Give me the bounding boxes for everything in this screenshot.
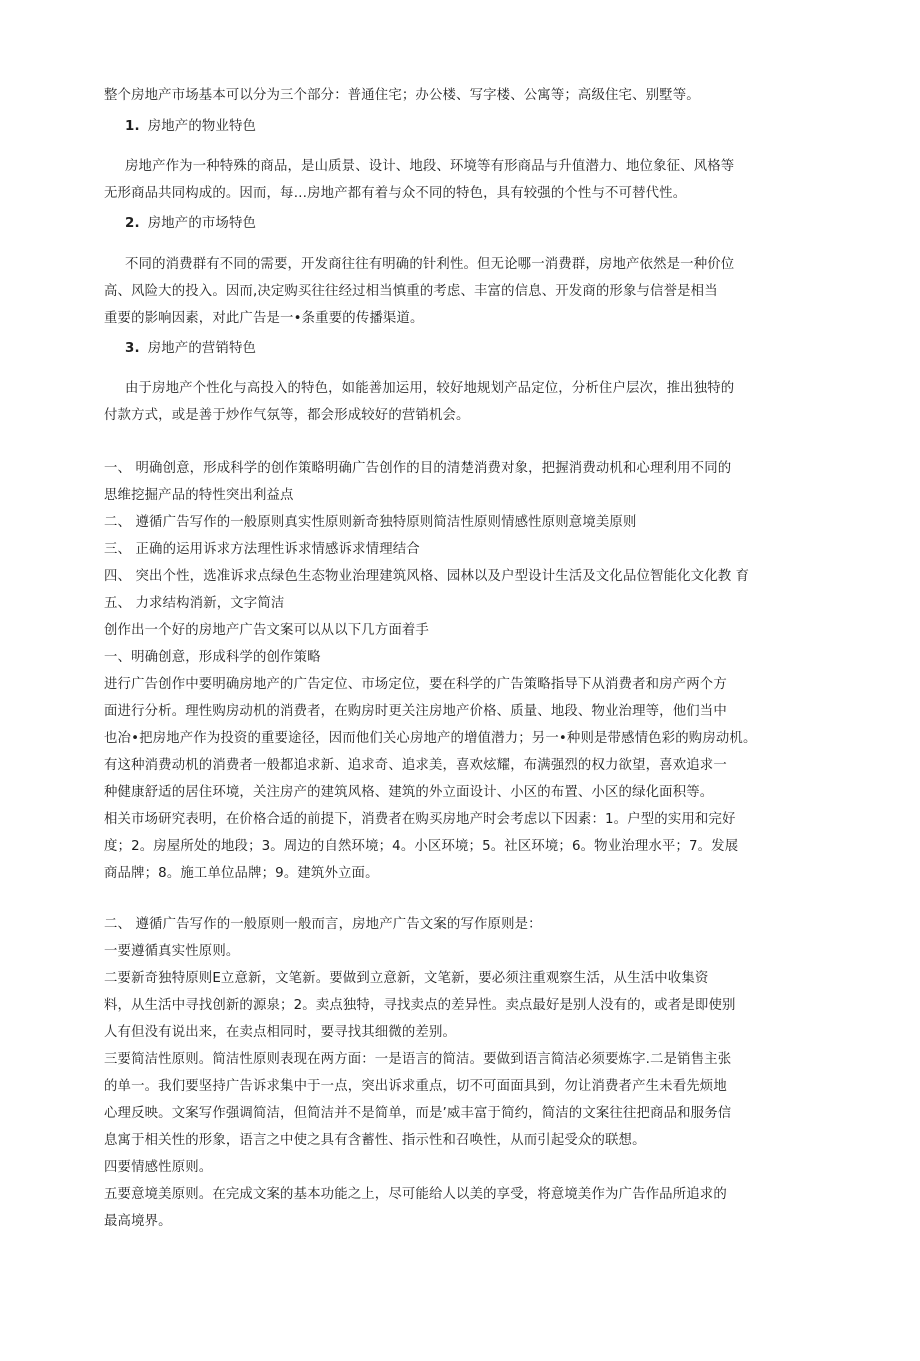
feature-2-title: 房地产的市场特色 [147, 216, 257, 231]
outline-line-2: 思维挖掘产品的特性突出利益点 [104, 488, 294, 503]
section-2-line-5: 三要简洁性原则。简洁性原则表现在两方面：一是语言的简洁。要做到语言简洁必须要炼字.二是销售主张 [104, 1052, 732, 1067]
outline-line-3: 二、 遵循广告写作的一般原则真实性原则新奇独特原则简洁性原则情感性原则意境美原则 [104, 515, 637, 530]
feature-3-title: 房地产的营销特色 [147, 341, 257, 356]
section-2-line-1: 一要遵循真实性原则。 [104, 944, 240, 959]
feature-1-number: 1. [125, 119, 140, 134]
section-1-line-7: 度；2。房屋所处的地段；3。周边的自然环境；4。小区环境；5。社区环境；6。物业治理水平；7。发展 [104, 839, 739, 854]
feature-3-heading [125, 340, 256, 358]
section-1-line-1: 进行广告创作中要明确房地产的广告定位、市场定位，要在科学的广告策略指导下从消费者和房产两个方 [104, 677, 727, 692]
outline-line-4: 三、 正确的运用诉求方法理性诉求情感诉求情理结合 [104, 542, 420, 557]
section-2-line-6: 的单一。我们要坚持广告诉求集中于一点，突出诉求重点，切不可面面具到，勿让消费者产生未看先烦地 [104, 1079, 727, 1094]
feature-1-heading [125, 118, 256, 136]
section-2-heading: 二、 遵循广告写作的一般原则一般而言，房地产广告文案的写作原则是： [104, 917, 542, 932]
section-2-line-3: 料，从生活中寻找创新的源泉；2。卖点独特，寻找卖点的差异性。卖点最好是别人没有的，或者是即使别 [104, 998, 736, 1013]
feature-1-line-2: 无形商品共同构成的。因而，每…房地产都有着与众不同的特色，具有较强的个性与不可替代性。 [104, 186, 687, 201]
section-1-line-2: 面进行分析。理性购房动机的消费者，在购房时更关注房地产价格、质量、地段、物业治理等，他们当中 [104, 704, 727, 719]
feature-1-title: 房地产的物业特色 [147, 119, 257, 134]
feature-3-line-2: 付款方式，或是善于炒作气氛等，都会形成较好的营销机会。 [104, 408, 470, 423]
outline-line-7: 创作出一个好的房地产广告文案可以从以下几方面着手 [104, 623, 429, 638]
section-1-heading: 一、明确创意，形成科学的创作策略 [104, 650, 321, 665]
outline-line-6: 五、 力求结构消新，文字简洁 [104, 596, 285, 611]
section-2-line-4: 人有但没有说出来，在卖点相同时，要寻找其细微的差别。 [104, 1025, 457, 1040]
intro-paragraph: 整个房地产市场基本可以分为三个部分：普通住宅；办公楼、写字楼、公寓等；高级住宅、别墅等。 [104, 88, 700, 103]
section-1-line-6: 相关市场研究表明，在价格合适的前提下，消费者在购买房地产时会考虑以下因素：1。户型的实用和完好 [104, 812, 736, 827]
section-2-line-8: 息寓于相关性的形象，语言之中使之具有含蓄性、指示性和召唤性，从而引起受众的联想。 [104, 1133, 646, 1148]
feature-2-line-1: 不同的消费群有不同的需要，开发商往往有明确的针利性。但无论哪一消费群，房地产依然是一种价位 [125, 257, 735, 272]
feature-2-number: 2. [125, 216, 140, 231]
section-2-line-10: 五要意境美原则。在完成文案的基本功能之上，尽可能给人以美的享受，将意境美作为广告作品所追求的 [104, 1187, 727, 1202]
section-1-line-8: 商品牌；8。施工单位品牌；9。建筑外立面。 [104, 866, 379, 881]
outline-line-5: 四、 突出个性，选准诉求点绿色生态物业治理建筑风格、园林以及户型设计生活及文化品位智能化文化教 育 [104, 569, 750, 584]
section-1-line-5: 种健康舒适的居住环境，关注房产的建筑风格、建筑的外立面设计、小区的布置、小区的绿化面积等。 [104, 785, 714, 800]
section-2-line-2: 二要新奇独特原则E立意新，文笔新。要做到立意新，文笔新，要必须注重观察生活，从生活中收集资 [104, 971, 709, 986]
feature-3-number: 3. [125, 341, 140, 356]
section-2-line-7: 心理反映。文案写作强调简洁，但简洁并不是简单，而是’威丰富于简约，简洁的文案往往把商品和服务信 [104, 1106, 732, 1121]
section-1-line-3: 也冶•把房地产作为投资的重要途径，因而他们关心房地产的增值潜力；另一•种则是带感情色彩的购房动机。 [104, 731, 757, 746]
section-1-line-4: 有这种消费动机的消费者一般都追求新、追求奇、追求美，喜欢炫耀，布满强烈的权力欲望，喜欢追求一 [104, 758, 727, 773]
section-2-line-9: 四要情感性原则。 [104, 1160, 213, 1175]
outline-line-1: 一、 明确创意，形成科学的创作策略明确广告创作的目的清楚消费对象，把握消费动机和心理利用不同的 [104, 461, 732, 476]
feature-2-heading [125, 215, 256, 233]
feature-2-line-3: 重要的影响因素，对此广告是一•条重要的传播渠道。 [104, 311, 424, 326]
section-2-line-11: 最高境界。 [104, 1214, 172, 1229]
feature-1-line-1: 房地产作为一种特殊的商品，是山质景、设计、地段、环境等有形商品与升值潜力、地位象征、风格等 [125, 159, 735, 174]
feature-2-line-2: 高、风险大的投入。因而,决定购买往往经过相当慎重的考虑、丰富的信息、开发商的形象与信誉是相当 [104, 284, 718, 299]
feature-3-line-1: 由于房地产个性化与高投入的特色，如能善加运用，较好地规划产品定位，分析住户层次，推出独特的 [125, 381, 735, 396]
